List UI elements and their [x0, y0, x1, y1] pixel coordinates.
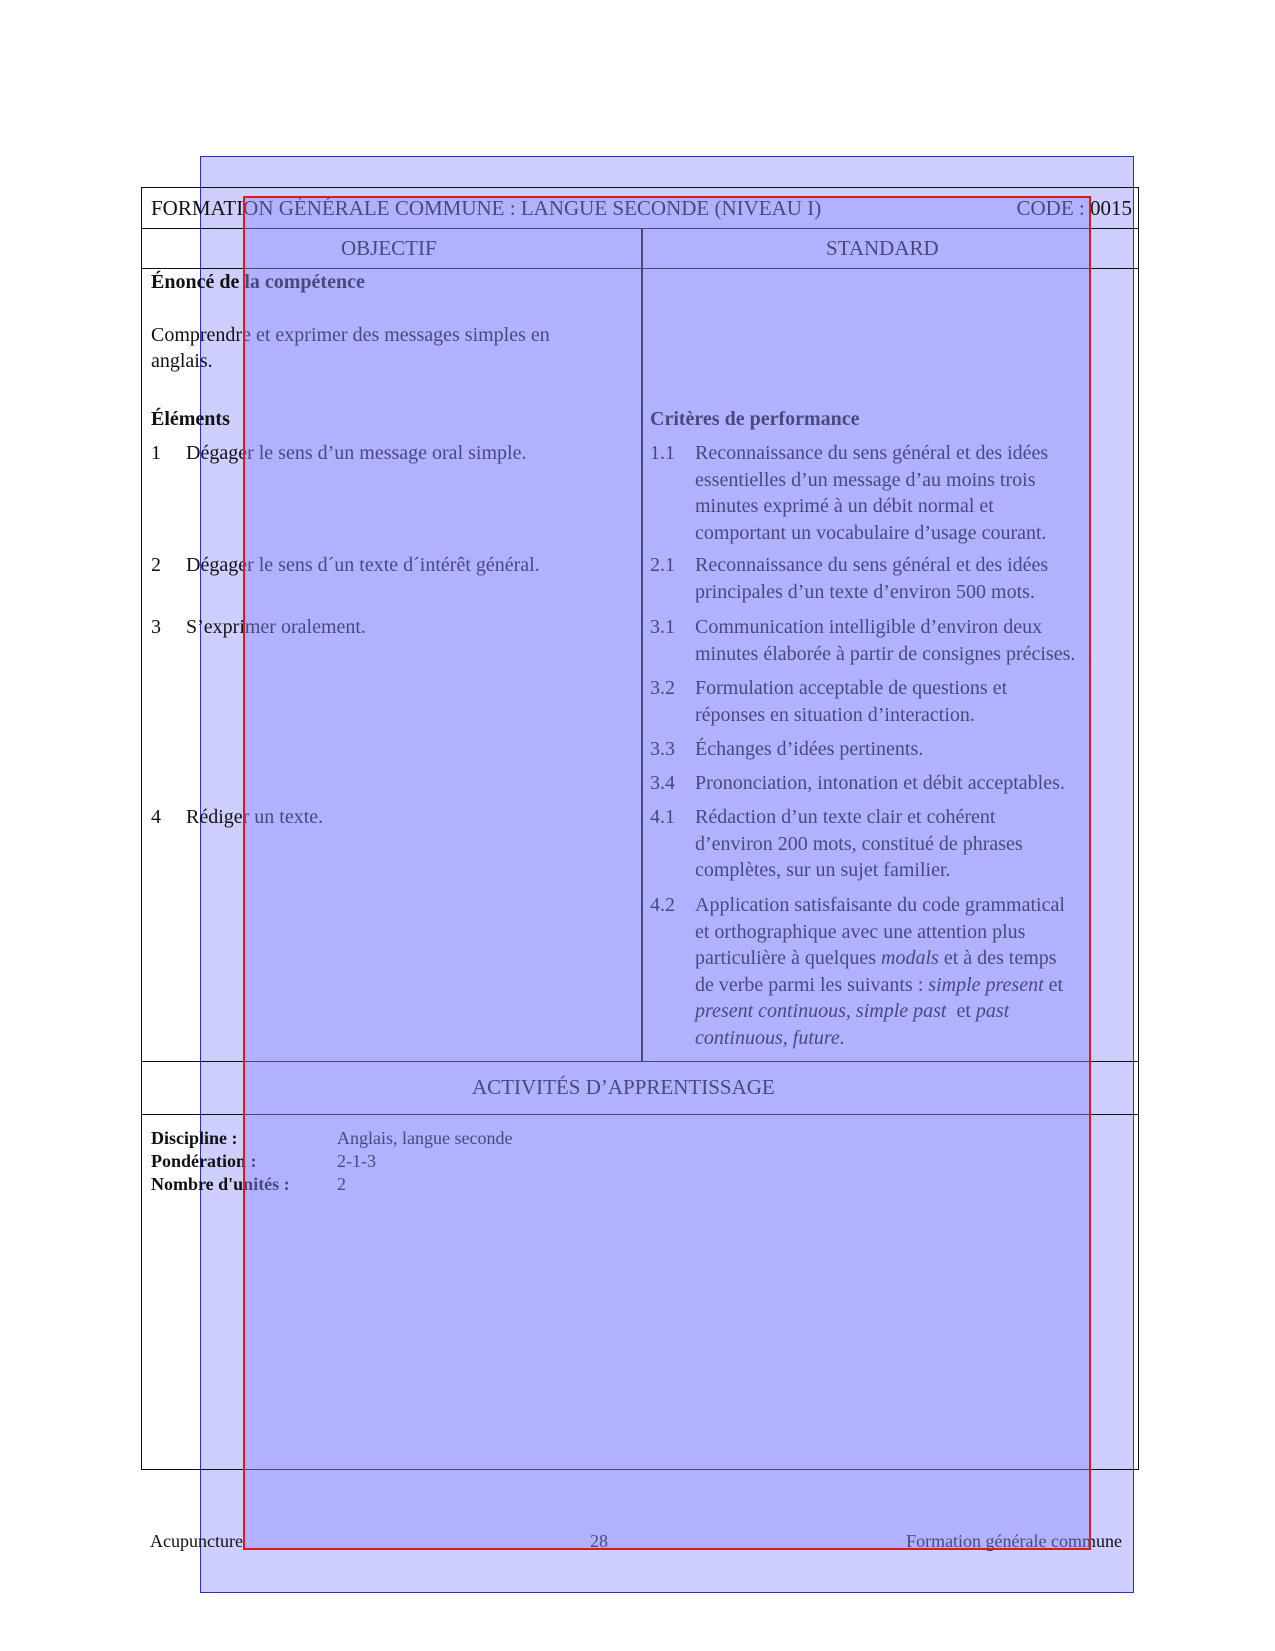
criterion-line: Reconnaissance du sens général et des idées — [695, 442, 1049, 464]
criterion-number: 2.1 — [650, 554, 675, 576]
criterion-text: et — [946, 1000, 976, 1022]
element-number: 3 — [151, 616, 161, 638]
criterion-number: 3.2 — [650, 677, 675, 699]
criterion-line: minutes exprimé à un débit normal et — [695, 495, 994, 517]
criterion-number: 4.1 — [650, 806, 675, 828]
criterion-line: principales d’un texte d’environ 500 mots. — [695, 580, 1035, 603]
criterion-line: Reconnaissance du sens général et des idées — [695, 554, 1049, 576]
criterion-line: Rédaction d’un texte clair et cohérent — [695, 806, 996, 828]
criterion-number: 1.1 — [650, 442, 675, 464]
criterion-line: comportant un vocabulaire d’usage courant. — [695, 521, 1047, 544]
criterion-number: 4.2 — [650, 894, 675, 916]
element-text: S’exprimer oralement. — [186, 616, 366, 638]
page-number: 28 — [590, 1531, 608, 1551]
criterion-line: minutes élaborée à partir de consignes précises. — [695, 642, 1076, 665]
criterion-line: continuous, future. — [695, 1026, 845, 1049]
criterion-line: et orthographique avec une attention plus — [695, 920, 1026, 943]
element-number: 2 — [151, 554, 161, 576]
criteria-heading: Critères de performance — [650, 408, 860, 430]
criterion-italic-text: simple present — [928, 973, 1044, 996]
element-text: Rédiger un texte. — [186, 806, 324, 828]
criterion-line: d’environ 200 mots, constitué de phrases — [695, 832, 1023, 855]
criterion-line: Communication intelligible d’environ deux — [695, 616, 1043, 638]
footer-left: Acupuncture — [150, 1531, 243, 1551]
criterion-line: complètes, sur un sujet familier. — [695, 859, 951, 881]
criterion-text: et — [1043, 973, 1064, 996]
competence-line-2: anglais. — [151, 350, 213, 372]
criterion-text: et à des temps — [938, 947, 1057, 969]
element-number: 1 — [151, 442, 161, 464]
criterion-number: 3.1 — [650, 616, 675, 638]
standard-header: STANDARD — [826, 236, 939, 260]
competence-line-1: Comprendre et exprimer des messages simples en — [151, 324, 550, 346]
criterion-line: réponses en situation d’interaction. — [695, 703, 975, 726]
objective-header: OBJECTIF — [341, 236, 437, 260]
criterion-text: particulière à quelques — [695, 947, 882, 969]
ponderation-value: 2-1-3 — [337, 1151, 376, 1171]
course-code: CODE : 0015 — [1016, 196, 1132, 220]
discipline-value: Anglais, langue seconde — [337, 1128, 513, 1148]
course-title: FORMATION GÉNÉRALE COMMUNE : LANGUE SECONDE (NIVEAU I) — [151, 196, 822, 220]
criterion-line: Application satisfaisante du code grammatical — [695, 894, 1065, 916]
elements-heading: Éléments — [151, 408, 230, 430]
ponderation-label: Pondération : — [151, 1151, 257, 1171]
units-label: Nombre d'unités : — [151, 1174, 290, 1194]
element-text: Dégager le sens d’un message oral simple. — [186, 442, 527, 464]
element-text: Dégager le sens d´un texte d´intérêt général. — [186, 554, 540, 576]
criterion-number: 3.4 — [650, 772, 675, 794]
competence-heading: Énoncé de la compétence — [151, 271, 365, 293]
activities-title: ACTIVITÉS D’APPRENTISSAGE — [472, 1075, 775, 1099]
criterion-text: de verbe parmi les suivants : — [695, 973, 929, 996]
criterion-line: Formulation acceptable de questions et — [695, 677, 1008, 699]
criterion-italic-text: past — [975, 1000, 1010, 1022]
criterion-italic-text: present continuous, simple past — [695, 1000, 947, 1022]
footer-right: Formation générale commune — [906, 1531, 1122, 1551]
element-number: 4 — [151, 806, 161, 828]
overlay-inner-panel — [243, 196, 1091, 1550]
criterion-line: Échanges d’idées pertinents. — [695, 738, 924, 760]
units-value: 2 — [337, 1174, 346, 1194]
criterion-number: 3.3 — [650, 738, 675, 760]
criterion-line: Prononciation, intonation et débit acceptables. — [695, 772, 1065, 794]
criterion-italic-text: modals — [881, 947, 939, 969]
criterion-line: essentielles d’un message d’au moins trois — [695, 468, 1036, 491]
discipline-label: Discipline : — [151, 1128, 238, 1148]
